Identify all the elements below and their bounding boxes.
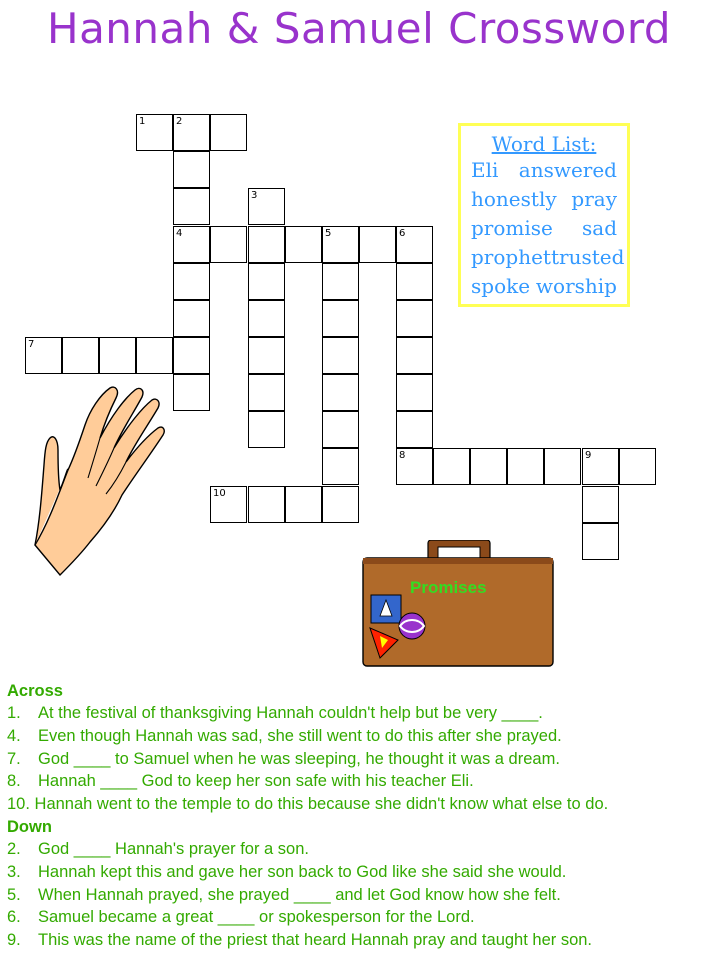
grid-cell[interactable] (173, 188, 210, 225)
page-title: Hannah & Samuel Crossword (46, 4, 672, 53)
grid-cell[interactable] (396, 411, 433, 448)
grid-cell[interactable] (396, 263, 433, 300)
grid-cell[interactable] (173, 337, 210, 374)
grid-cell[interactable] (322, 300, 359, 337)
grid-cell[interactable] (173, 114, 210, 151)
word-list-row (461, 185, 627, 214)
word: honestly (471, 187, 557, 211)
clue-number: 4 (176, 228, 183, 239)
grid-cell[interactable] (99, 337, 136, 374)
word: worship (535, 274, 617, 298)
grid-cell[interactable] (544, 448, 581, 485)
praying-hands-icon (30, 370, 180, 580)
grid-cell[interactable] (136, 114, 173, 151)
clue-item: 3. Hannah kept this and gave her son back to God like she said she would. (7, 862, 567, 881)
grid-cell[interactable] (210, 114, 247, 151)
grid-cell[interactable] (507, 448, 544, 485)
clue-number: 9 (585, 450, 592, 461)
word: promise (471, 216, 553, 240)
clue-number: 8 (399, 450, 406, 461)
grid-cell[interactable] (173, 300, 210, 337)
grid-cell[interactable] (396, 300, 433, 337)
clue-item: 8. Hannah ____ God to keep her son safe with his teacher Eli. (7, 772, 474, 791)
word: trusted (550, 245, 625, 269)
grid-cell[interactable] (322, 374, 359, 411)
clue-item: 7. God ____ to Samuel when he was sleeping, he thought it was a dream. (7, 749, 560, 768)
clue-number: 7 (28, 339, 35, 350)
grid-cell[interactable] (173, 226, 210, 263)
word: Eli (471, 158, 499, 182)
grid-cell[interactable] (582, 486, 619, 523)
grid-cell[interactable] (248, 411, 285, 448)
grid-cell[interactable] (210, 226, 247, 263)
clue-number: 6 (399, 228, 406, 239)
grid-cell[interactable] (359, 226, 396, 263)
grid-cell[interactable] (322, 486, 359, 523)
clue-item: 1. At the festival of thanksgiving Hannah couldn't help but be very ____. (7, 704, 543, 722)
grid-cell[interactable] (248, 374, 285, 411)
briefcase-icon (358, 540, 558, 670)
word: spoke (471, 274, 531, 298)
word: pray (571, 187, 617, 211)
grid-cell[interactable] (396, 374, 433, 411)
grid-cell[interactable] (62, 337, 99, 374)
grid-cell[interactable] (582, 523, 619, 560)
briefcase-label: Promises (410, 578, 487, 597)
grid-cell[interactable] (248, 188, 285, 225)
clue-item: 9. This was the name of the priest that heard Hannah pray and taught her son. (7, 931, 593, 950)
grid-cell[interactable] (248, 263, 285, 300)
clue-number: 2 (176, 116, 183, 127)
grid-cell[interactable] (285, 486, 322, 523)
clue-number: 5 (325, 228, 332, 239)
grid-cell[interactable] (470, 448, 507, 485)
down-heading: Down (7, 817, 52, 836)
clue-number: 10 (213, 488, 226, 499)
clue-list (7, 680, 712, 952)
word-list-row (461, 243, 627, 272)
grid-cell[interactable] (396, 226, 433, 263)
clue-number: 3 (251, 190, 258, 201)
grid-cell[interactable] (433, 448, 470, 485)
grid-cell[interactable] (322, 337, 359, 374)
word-list-box (458, 123, 630, 307)
grid-cell[interactable] (248, 486, 285, 523)
clue-item: 6. Samuel became a great ____ or spokesperson for the Lord. (7, 908, 475, 927)
grid-cell[interactable] (619, 448, 656, 485)
grid-cell[interactable] (173, 263, 210, 300)
word-list-row (461, 156, 627, 185)
word: sad (582, 216, 617, 240)
word-list-row (461, 272, 627, 301)
grid-cell[interactable] (285, 226, 322, 263)
word: prophet (471, 245, 551, 269)
grid-cell[interactable] (25, 337, 62, 374)
grid-cell[interactable] (210, 486, 247, 523)
clue-item: 4. Even though Hannah was sad, she still went to do this after she prayed. (7, 726, 562, 745)
clue-item: 5. When Hannah prayed, she prayed ____ and let God know how she felt. (7, 885, 561, 904)
word-list-title: Word List: (491, 132, 597, 156)
word: answered (518, 158, 617, 182)
grid-cell[interactable] (396, 337, 433, 374)
word-list-row (461, 214, 627, 243)
grid-cell[interactable] (322, 411, 359, 448)
grid-cell[interactable] (136, 337, 173, 374)
grid-cell[interactable] (248, 337, 285, 374)
clue-number: 1 (139, 116, 146, 127)
grid-cell[interactable] (396, 448, 433, 485)
clue-item: 2. God ____ Hannah's prayer for a son. (7, 839, 309, 858)
grid-cell[interactable] (248, 300, 285, 337)
grid-cell[interactable] (322, 448, 359, 485)
grid-cell[interactable] (322, 226, 359, 263)
clue-item: 10. Hannah went to the temple to do this because she didn't know what else to do. (7, 795, 609, 814)
grid-cell[interactable] (173, 151, 210, 188)
grid-cell[interactable] (322, 263, 359, 300)
across-heading: Across (7, 682, 63, 700)
grid-cell[interactable] (582, 448, 619, 485)
grid-cell[interactable] (248, 226, 285, 263)
